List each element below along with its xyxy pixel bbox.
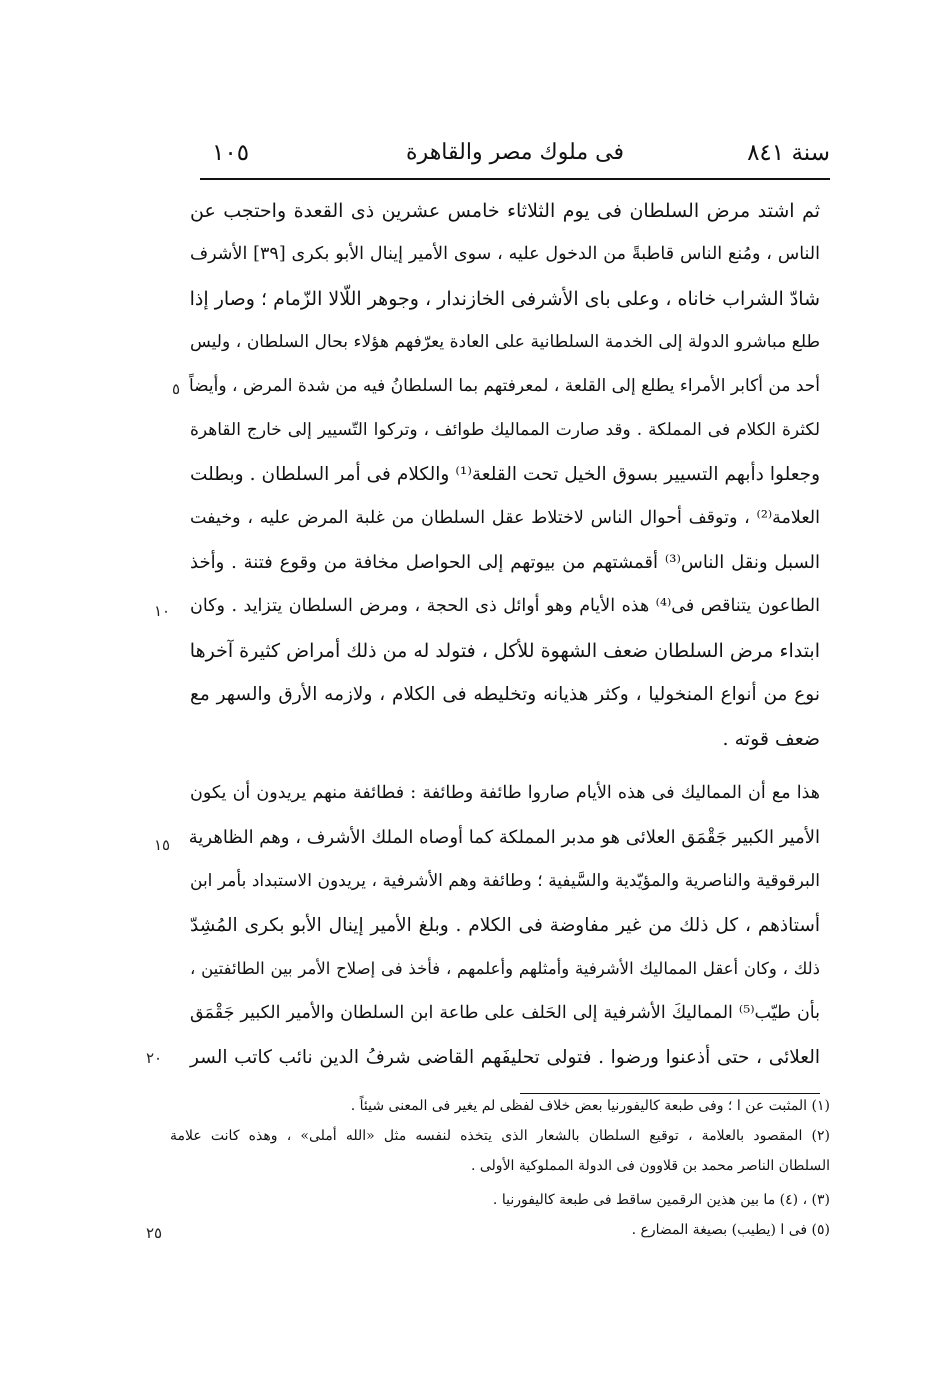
- text-line: ثم اشتد مرض السلطان فى يوم الثلاثاء خامس عشرين ذى القعدة واحتجب عن: [190, 200, 820, 222]
- text-line: هذا مع أن المماليك فى هذه الأيام صاروا طائفة وطائفة : فطائفة منهم يريدون أن يكون: [190, 783, 820, 803]
- text-line: العلائى ، حتى أذعنوا ورضوا . فتولى تحليفَهم القاضى شرفُ الدين نائب كاتب السر: [190, 1047, 820, 1068]
- footnote-1: (١) المثبت عن ا ؛ وفى طبعة كاليفورنيا بعض خلاف لفظى لم يغير فى المعنى شيئاً .: [350, 1098, 830, 1114]
- header-year: سنة ٨٤١: [747, 140, 830, 166]
- line-number-25: ٢٥: [146, 1224, 163, 1242]
- text-line: ذلك ، وكان أعقل المماليك الأشرفية وأمثلهم وأعلمهم ، فأخذ فى إصلاح الأمر بين الطائفتين ،: [190, 959, 820, 978]
- text-line: بأن طيّب⁽⁵⁾ المماليكَ الأشرفية إلى الحَلف على طاعة ابن السلطان والأمير الكبير جَقْمَق: [190, 1003, 821, 1023]
- text-line: شادّ الشراب خاناه ، وعلى باى الأشرفى الخازندار ، وجوهر اللّالا الزّمام ؛ وصار إذا: [189, 288, 820, 310]
- line-number-5: ٥: [172, 380, 181, 398]
- header-title: فى ملوك مصر والقاهرة: [406, 140, 624, 165]
- text-line: ضعف قوته .: [722, 728, 820, 750]
- text-line: أستاذهم ، كل ذلك من غير مفاوضة فى الكلام . وبلغ الأمير إينال الأبو بكرى المُشِدّ: [190, 915, 820, 936]
- text-line: البرقوقية والناصرية والمؤيّدية والسَّيفية ؛ وطائفة وهم الأشرفية ، يريدون الاستبداد بأمر ابن: [190, 871, 820, 891]
- text-line: العلامة⁽²⁾ ، وتوقف أحوال الناس لاختلاط عقل السلطان من غلبة المرض عليه ، وخيفت: [190, 508, 820, 528]
- line-number-20: ٢٠: [146, 1049, 163, 1067]
- text-line: نوع من أنواع المنخوليا ، وكثر هذيانه وتخليطه فى الكلام ، ولازمه الأرق والسهر مع: [190, 684, 820, 705]
- text-line: طلع مباشرو الدولة إلى الخدمة السلطانية على العادة يعرّفهم هؤلاء بحال السلطان ، وليس: [190, 332, 820, 352]
- footnote-2-continued: السلطان الناصر محمد بن قلاوون فى الدولة المملوكية الأولى .: [470, 1158, 830, 1174]
- text-line: وجعلوا دأبهم التسيير بسوق الخيل تحت القلعة⁽¹⁾ والكلام فى أمر السلطان . وبطلت: [190, 464, 821, 485]
- footnote-2: (٢) المقصود بالعلامة ، توقيع السلطان بالشعار الذى يتخذه لنفسه مثل «الله أملى» ، وهذه كانت علامة: [170, 1128, 830, 1144]
- text-line: لكثرة الكلام فى المملكة . وقد صارت المماليك طوائف ، وتركوا التّسيير إلى خارج القاهرة: [190, 420, 820, 440]
- text-line: الأمير الكبير جَقْمَق العلائى هو مدبر المملكة كما أوصاه الملك الأشرف ، وهم الظاهرية: [188, 827, 820, 848]
- text-line: الناس ، ومُنع الناس قاطبةً من الدخول عليه ، سوى الأمير إينال الأبو بكرى [٣٩] الأشرف: [190, 244, 820, 264]
- footnote-5: (٥) فى ا (يطيب) بصيغة المضارع .: [631, 1222, 830, 1238]
- text-line: أحد من أكابر الأمراء يطلع إلى القلعة ، لمعرفتهم بما السلطانُ فيه من شدة المرض ، وأيضاً: [188, 376, 820, 396]
- text-line: السبل ونقل الناس⁽³⁾ أقمشتهم من بيوتهم إلى الحواصل مخافة من وقوع فتنة . وأخذ: [190, 552, 820, 573]
- page-number: ١٠٥: [212, 140, 250, 166]
- header-rule: [200, 178, 830, 180]
- page-header: [200, 140, 830, 176]
- footnote-rule: [520, 1093, 820, 1094]
- text-line: الطاعون يتناقص فى⁽⁴⁾ هذه الأيام وهو أوائل ذى الحجة ، ومرض السلطان يتزايد . وكان: [190, 596, 820, 616]
- text-line: ابتداء مرض السلطان ضعف الشهوة للأكل ، فتولد له من ذلك أمراض كثيرة آخرها: [189, 640, 820, 662]
- footnote-3-4: (٣) ، (٤) ما بين هذين الرقمين ساقط فى طبعة كاليفورنيا .: [492, 1192, 830, 1208]
- line-number-15: ١٥: [154, 836, 171, 854]
- line-number-10: ١٠: [154, 602, 171, 620]
